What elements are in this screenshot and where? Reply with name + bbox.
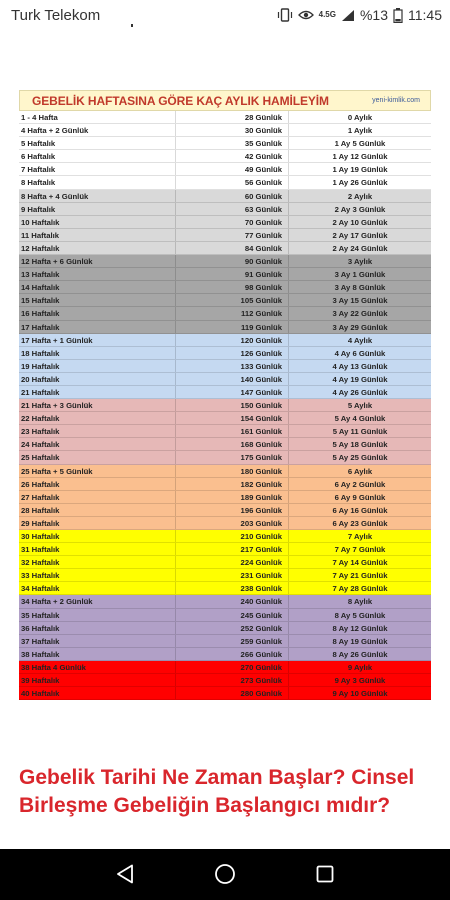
days-cell: 231 Günlük (176, 569, 289, 581)
days-cell: 154 Günlük (176, 412, 289, 424)
status-bar (0, 0, 450, 30)
months-cell: 2 Ay 10 Günlük (332, 217, 388, 227)
week-cell: 25 Hafta + 5 Günlük (19, 465, 176, 477)
table-row (19, 609, 431, 622)
week-cell: 13 Haftalık (19, 268, 176, 280)
table-row (19, 334, 431, 347)
months-cell: 8 Aylık (347, 597, 373, 607)
week-cell: 12 Haftalık (19, 242, 176, 254)
table-row (19, 203, 431, 216)
table-row (19, 150, 431, 163)
months-cell: 1 Ay 12 Günlük (332, 152, 388, 162)
week-cell: 16 Haftalık (19, 307, 176, 319)
table-row (19, 491, 431, 504)
week-cell: 34 Hafta + 2 Günlük (19, 595, 176, 607)
table-row (19, 517, 431, 530)
months-cell: 1 Aylık (347, 126, 373, 136)
months-cell: 5 Aylık (347, 401, 373, 411)
days-cell: 42 Günlük (176, 150, 289, 162)
table-row (19, 530, 431, 543)
months-cell: 3 Ay 8 Günlük (334, 283, 386, 293)
table-row (19, 111, 431, 124)
week-cell: 31 Haftalık (19, 543, 176, 555)
days-cell: 245 Günlük (176, 609, 289, 621)
status-icons (277, 7, 442, 23)
days-cell: 28 Günlük (176, 111, 289, 123)
recents-square-icon[interactable] (312, 861, 338, 887)
table-row (19, 242, 431, 255)
months-cell: 6 Aylık (347, 466, 373, 476)
table-row (19, 124, 431, 137)
days-cell: 126 Günlük (176, 347, 289, 359)
week-cell: 8 Haftalık (19, 176, 176, 188)
vibrate-icon (277, 8, 293, 22)
table-row (19, 268, 431, 281)
battery-percent: %13 (359, 7, 388, 23)
week-cell: 5 Haftalık (19, 137, 176, 149)
months-cell: 0 Aylık (347, 113, 373, 122)
network-type: 4.5G (318, 10, 336, 19)
table-row (19, 556, 431, 569)
table-row (19, 360, 431, 373)
week-cell: 21 Hafta + 3 Günlük (19, 399, 176, 411)
days-cell: 147 Günlük (176, 386, 289, 398)
table-row (19, 321, 431, 334)
months-cell: 5 Ay 18 Günlük (332, 440, 388, 450)
table-row (19, 399, 431, 412)
week-cell: 36 Haftalık (19, 622, 176, 634)
days-cell: 203 Günlük (176, 517, 289, 529)
days-cell: 280 Günlük (176, 687, 289, 699)
days-cell: 30 Günlük (176, 124, 289, 136)
months-cell: 4 Aylık (347, 335, 373, 345)
days-cell: 77 Günlük (176, 229, 289, 241)
months-cell: 6 Ay 23 Günlük (332, 518, 388, 528)
months-cell: 6 Ay 9 Günlük (334, 492, 386, 502)
table-row (19, 582, 431, 595)
week-cell: 28 Haftalık (19, 504, 176, 516)
table-row (19, 176, 431, 189)
table-row (19, 281, 431, 294)
week-cell: 23 Haftalık (19, 425, 176, 437)
days-cell: 217 Günlük (176, 543, 289, 555)
clock: 11:45 (408, 7, 442, 23)
days-cell: 140 Günlük (176, 373, 289, 385)
table-row (19, 412, 431, 425)
months-cell: 2 Ay 3 Günlük (334, 204, 386, 214)
months-cell: 2 Ay 24 Günlük (332, 243, 388, 253)
months-cell: 8 Ay 5 Günlük (334, 610, 386, 620)
months-cell: 8 Ay 19 Günlük (332, 636, 388, 646)
table-row (19, 661, 431, 674)
week-cell: 33 Haftalık (19, 569, 176, 581)
months-cell: 3 Ay 1 Günlük (334, 270, 386, 280)
months-cell: 6 Ay 2 Günlük (334, 479, 386, 489)
days-cell: 175 Günlük (176, 451, 289, 463)
table-row (19, 425, 431, 438)
months-cell: 3 Ay 29 Günlük (332, 322, 388, 332)
months-cell: 9 Ay 10 Günlük (332, 689, 388, 699)
week-cell: 18 Haftalık (19, 347, 176, 359)
days-cell: 266 Günlük (176, 648, 289, 660)
table-row (19, 635, 431, 648)
table-row (19, 674, 431, 687)
days-cell: 259 Günlük (176, 635, 289, 647)
days-cell: 70 Günlük (176, 216, 289, 228)
days-cell: 224 Günlük (176, 556, 289, 568)
week-cell: 7 Haftalık (19, 163, 176, 175)
table-row (19, 438, 431, 451)
week-cell: 32 Haftalık (19, 556, 176, 568)
table-title: GEBELİK HAFTASINA GÖRE KAÇ AYLIK HAMİLEYİM (32, 94, 329, 108)
week-cell: 37 Haftalık (19, 635, 176, 647)
months-cell: 8 Ay 26 Günlük (332, 649, 388, 659)
days-cell: 105 Günlük (176, 294, 289, 306)
days-cell: 161 Günlük (176, 425, 289, 437)
pregnancy-week-table[interactable] (19, 90, 431, 700)
week-cell: 25 Haftalık (19, 451, 176, 463)
week-cell: 15 Haftalık (19, 294, 176, 306)
months-cell: 3 Aylık (347, 257, 373, 267)
days-cell: 98 Günlük (176, 281, 289, 293)
week-cell: 1 - 4 Hafta (19, 111, 176, 123)
months-cell: 2 Aylık (347, 191, 373, 201)
months-cell: 6 Ay 16 Günlük (332, 505, 388, 515)
months-cell: 7 Ay 21 Günlük (332, 571, 388, 581)
table-brand: yeni-kimlik.com (372, 97, 420, 104)
days-cell: 112 Günlük (176, 307, 289, 319)
months-cell: 4 Ay 13 Günlük (332, 361, 388, 371)
week-cell: 20 Haftalık (19, 373, 176, 385)
days-cell: 60 Günlük (176, 190, 289, 202)
week-cell: 29 Haftalık (19, 517, 176, 529)
months-cell: 5 Ay 4 Günlük (334, 414, 386, 424)
days-cell: 120 Günlük (176, 334, 289, 346)
table-rows (19, 111, 431, 700)
week-cell: 22 Haftalık (19, 412, 176, 424)
week-cell: 40 Haftalık (19, 687, 176, 699)
week-cell: 9 Haftalık (19, 203, 176, 215)
months-cell: 9 Aylık (347, 662, 373, 672)
days-cell: 90 Günlük (176, 255, 289, 267)
months-cell: 7 Ay 7 Günlük (334, 545, 386, 555)
months-cell: 4 Ay 19 Günlük (332, 374, 388, 384)
days-cell: 119 Günlük (176, 321, 289, 333)
week-cell: 38 Hafta 4 Günlük (19, 661, 176, 673)
days-cell: 56 Günlük (176, 176, 289, 188)
months-cell: 4 Ay 6 Günlük (334, 348, 386, 358)
article-heading[interactable]: Gebelik Tarihi Ne Zaman Başlar? Cinsel Birleşme Gebeliğin Başlangıcı mıdır? (19, 766, 415, 817)
days-cell: 84 Günlük (176, 242, 289, 254)
months-cell: 8 Ay 12 Günlük (332, 623, 388, 633)
months-cell: 5 Ay 11 Günlük (332, 427, 388, 437)
week-cell: 17 Hafta + 1 Günlük (19, 334, 176, 346)
days-cell: 35 Günlük (176, 137, 289, 149)
week-cell: 24 Haftalık (19, 438, 176, 450)
days-cell: 63 Günlük (176, 203, 289, 215)
table-row (19, 163, 431, 176)
week-cell: 6 Haftalık (19, 150, 176, 162)
table-row (19, 307, 431, 320)
days-cell: 182 Günlük (176, 478, 289, 490)
week-cell: 39 Haftalık (19, 674, 176, 686)
eye-comfort-icon (298, 9, 314, 21)
table-row (19, 216, 431, 229)
days-cell: 49 Günlük (176, 163, 289, 175)
table-row (19, 373, 431, 386)
table-row (19, 504, 431, 517)
home-circle-icon[interactable] (212, 861, 238, 887)
days-cell: 168 Günlük (176, 438, 289, 450)
week-cell: 26 Haftalık (19, 478, 176, 490)
table-row (19, 687, 431, 700)
navigation-bar (0, 849, 450, 900)
days-cell: 270 Günlük (176, 661, 289, 673)
week-cell: 11 Haftalık (19, 229, 176, 241)
days-cell: 238 Günlük (176, 582, 289, 594)
table-row (19, 190, 431, 203)
table-row (19, 294, 431, 307)
week-cell: 30 Haftalık (19, 530, 176, 542)
days-cell: 150 Günlük (176, 399, 289, 411)
months-cell: 7 Ay 28 Günlük (332, 584, 388, 594)
table-row (19, 478, 431, 491)
months-cell: 1 Ay 19 Günlük (332, 165, 388, 175)
week-cell: 4 Hafta + 2 Günlük (19, 124, 176, 136)
week-cell: 14 Haftalık (19, 281, 176, 293)
months-cell: 1 Ay 5 Günlük (334, 139, 386, 149)
table-title-row (19, 90, 431, 111)
week-cell: 17 Haftalık (19, 321, 176, 333)
week-cell: 19 Haftalık (19, 360, 176, 372)
days-cell: 240 Günlük (176, 595, 289, 607)
months-cell: 9 Ay 3 Günlük (334, 676, 386, 686)
decorative-dot (131, 24, 133, 27)
table-row (19, 255, 431, 268)
months-cell: 2 Ay 17 Günlük (332, 230, 388, 240)
days-cell: 180 Günlük (176, 465, 289, 477)
months-cell: 3 Ay 22 Günlük (332, 309, 388, 319)
signal-icon (341, 9, 355, 22)
week-cell: 35 Haftalık (19, 609, 176, 621)
carrier-name: Turk Telekom (11, 7, 101, 24)
table-row (19, 622, 431, 635)
days-cell: 91 Günlük (176, 268, 289, 280)
back-triangle-icon[interactable] (112, 861, 138, 887)
table-row (19, 451, 431, 464)
days-cell: 252 Günlük (176, 622, 289, 634)
table-row (19, 543, 431, 556)
week-cell: 10 Haftalık (19, 216, 176, 228)
days-cell: 189 Günlük (176, 491, 289, 503)
months-cell: 7 Aylık (347, 532, 373, 541)
table-row (19, 347, 431, 360)
months-cell: 5 Ay 25 Günlük (332, 453, 388, 463)
days-cell: 210 Günlük (176, 530, 289, 542)
table-row (19, 137, 431, 150)
table-row (19, 229, 431, 242)
battery-icon (393, 8, 403, 23)
week-cell: 27 Haftalık (19, 491, 176, 503)
week-cell: 34 Haftalık (19, 582, 176, 594)
table-row (19, 465, 431, 478)
months-cell: 7 Ay 14 Günlük (332, 558, 388, 568)
week-cell: 21 Haftalık (19, 386, 176, 398)
days-cell: 196 Günlük (176, 504, 289, 516)
months-cell: 4 Ay 26 Günlük (332, 387, 388, 397)
table-row (19, 595, 431, 608)
week-cell: 8 Hafta + 4 Günlük (19, 190, 176, 202)
week-cell: 12 Hafta + 6 Günlük (19, 255, 176, 267)
table-row (19, 648, 431, 661)
days-cell: 273 Günlük (176, 674, 289, 686)
table-row (19, 386, 431, 399)
week-cell: 38 Haftalık (19, 648, 176, 660)
table-row (19, 569, 431, 582)
months-cell: 3 Ay 15 Günlük (332, 296, 388, 306)
days-cell: 133 Günlük (176, 360, 289, 372)
months-cell: 1 Ay 26 Günlük (332, 178, 388, 188)
